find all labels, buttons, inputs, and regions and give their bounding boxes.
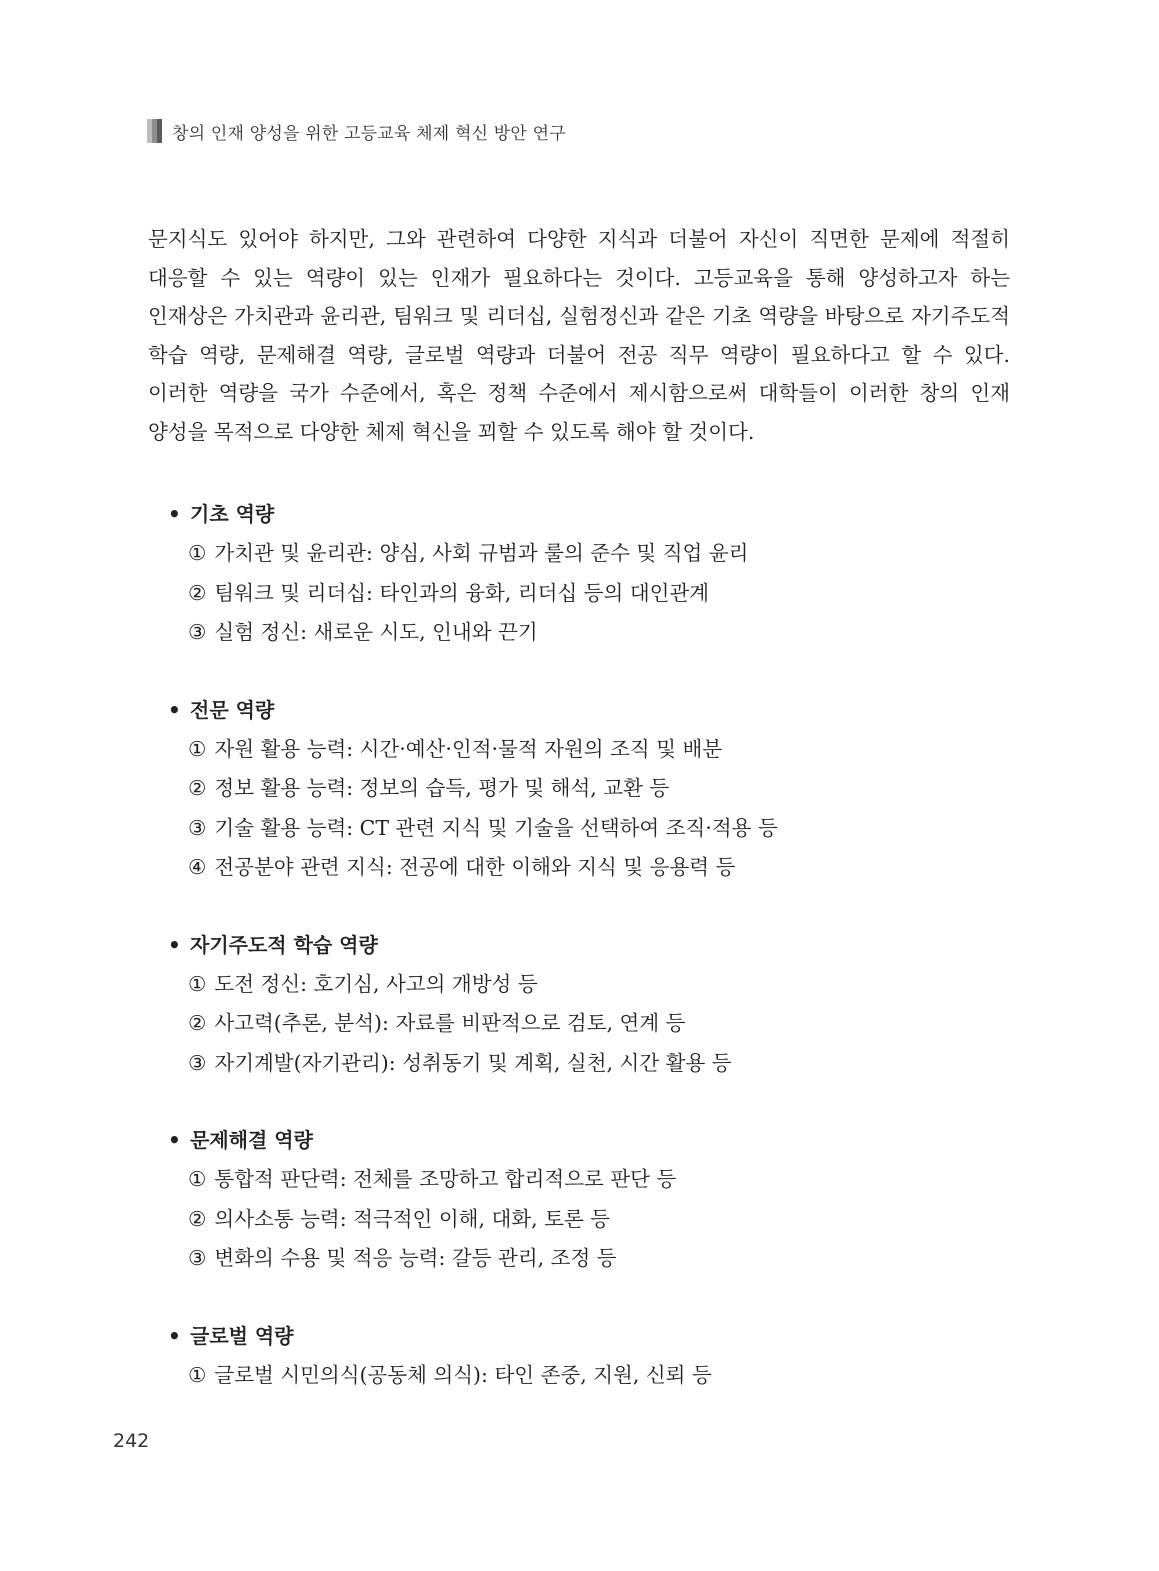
section-heading-text: 전문 역량	[190, 697, 275, 722]
list-item	[168, 965, 1028, 1005]
body-paragraph: 문지식도 있어야 하지만, 그와 관련하여 다양한 지식과 더불어 자신이 직면한 문제에 적절히 대응할 수 있는 역량이 있는 인재가 필요하다는 것이다. 고등교육을 통해 양성하고자 하는 인재상은 가치관과 윤리관, 팀워크 및 리더십, 실험정신과 같은 기초 역량을 바탕으로 자기주도적 학습 역량, 문제해결 역량, 글로벌 역량과 더불어 전공 직무 역량이 필요하다고 할 수 있다. 이러한 역량을 국가 수준에서, 혹은 정책 수준에서 제시함으로써 대학들이 이러한 창의 인재 양성을 목적으로 다양한 체제 혁신을 꾀할 수 있도록 해야 할 것이다.	[148, 227, 1010, 444]
bullet-icon: •	[168, 697, 181, 722]
section-heading-text: 자기주도적 학습 역량	[190, 932, 378, 957]
item-number: ③	[188, 620, 207, 644]
list-item	[168, 769, 1028, 809]
section-heading	[168, 1121, 1028, 1160]
header-title: 창의 인재 양성을 위한 고등교육 체제 혁신 방안 연구	[172, 123, 566, 144]
section-self-directed-learning	[168, 926, 1028, 1084]
item-number: ①	[188, 971, 207, 996]
section-basic-competency	[168, 495, 1028, 653]
competency-sections	[168, 495, 1028, 1433]
item-number: ②	[188, 1206, 207, 1231]
bullet-icon: •	[168, 932, 181, 957]
bullet-icon: •	[168, 1323, 181, 1348]
item-number: ①	[188, 736, 207, 761]
item-text: 통합적 판단력: 전체를 조망하고 합리적으로 판단 등	[214, 1167, 677, 1191]
section-global-competency	[168, 1317, 1028, 1396]
item-text: 자원 활용 능력: 시간·예산·인적·물적 자원의 조직 및 배분	[214, 736, 723, 761]
item-number: ③	[188, 1050, 207, 1075]
list-item	[168, 1044, 1028, 1084]
item-number: ②	[188, 776, 207, 800]
item-text: 사고력(추론, 분석): 자료를 비판적으로 검토, 연계 등	[214, 1011, 686, 1035]
item-text: 의사소통 능력: 적극적인 이해, 대화, 토론 등	[214, 1206, 611, 1231]
item-text: 도전 정신: 호기심, 사고의 개방성 등	[214, 971, 538, 996]
item-list	[168, 965, 1028, 1084]
bullet-icon: •	[168, 1128, 181, 1152]
item-number: ③	[188, 1246, 207, 1270]
section-heading-text: 글로벌 역량	[190, 1323, 294, 1348]
section-heading-text: 문제해결 역량	[190, 1128, 313, 1152]
item-text: 팀워크 및 리더십: 타인과의 융화, 리더십 등의 대인관계	[214, 580, 710, 605]
item-number: ②	[188, 1011, 207, 1035]
item-number: ①	[188, 541, 207, 565]
section-professional-competency	[168, 691, 1028, 888]
item-text: 가치관 및 윤리관: 양심, 사회 규범과 룰의 준수 및 직업 윤리	[214, 541, 749, 565]
section-heading	[168, 495, 1028, 534]
header-bar-marker	[147, 119, 162, 143]
section-heading	[168, 926, 1028, 965]
item-list	[168, 1160, 1028, 1279]
item-number: ②	[188, 580, 207, 605]
list-item	[168, 730, 1028, 770]
section-heading-text: 기초 역량	[190, 502, 275, 526]
item-number: ④	[188, 855, 207, 879]
list-item	[168, 1356, 1028, 1396]
item-text: 전공분야 관련 지식: 전공에 대한 이해와 지식 및 응용력 등	[214, 855, 736, 879]
item-number: ①	[188, 1167, 207, 1191]
section-heading	[168, 691, 1028, 730]
item-text: 정보 활용 능력: 정보의 습득, 평가 및 해석, 교환 등	[214, 776, 670, 800]
item-text: 기술 활용 능력: CT 관련 지식 및 기술을 선택하여 조직·적용 등	[214, 815, 778, 840]
item-text: 실험 정신: 새로운 시도, 인내와 끈기	[214, 620, 538, 644]
list-item	[168, 1200, 1028, 1240]
list-item	[168, 1004, 1028, 1044]
bullet-icon: •	[168, 502, 181, 526]
list-item	[168, 613, 1028, 653]
page-number: 242	[113, 1430, 150, 1452]
running-header	[147, 118, 566, 144]
list-item	[168, 534, 1028, 574]
section-heading	[168, 1317, 1028, 1356]
item-list	[168, 534, 1028, 653]
item-text: 자기계발(자기관리): 성취동기 및 계획, 실천, 시간 활용 등	[214, 1050, 732, 1075]
list-item	[168, 574, 1028, 614]
list-item	[168, 809, 1028, 849]
section-problem-solving	[168, 1121, 1028, 1279]
list-item	[168, 1160, 1028, 1200]
item-number: ①	[188, 1362, 207, 1387]
header-bar-dark	[157, 119, 162, 143]
item-list	[168, 730, 1028, 888]
list-item	[168, 1239, 1028, 1279]
item-text: 변화의 수용 및 적응 능력: 갈등 관리, 조정 등	[214, 1246, 617, 1270]
item-number: ③	[188, 815, 207, 840]
item-text: 글로벌 시민의식(공동체 의식): 타인 존중, 지원, 신뢰 등	[214, 1362, 712, 1387]
list-item	[168, 848, 1028, 888]
item-list	[168, 1356, 1028, 1396]
